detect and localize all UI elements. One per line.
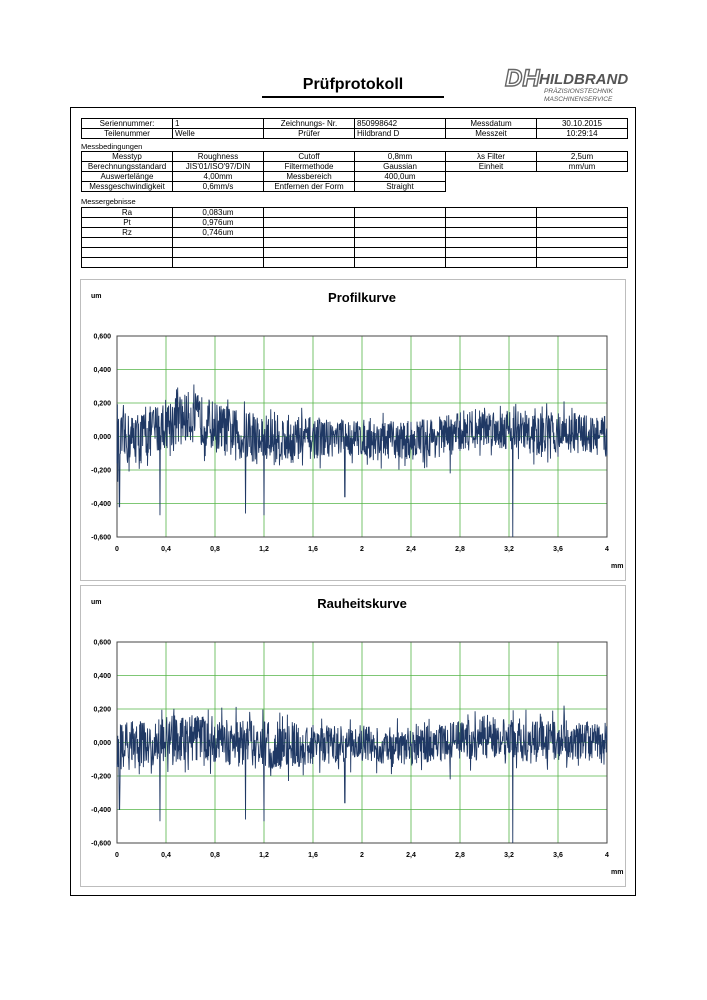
cell-1-2: Roughness (173, 152, 264, 162)
cell-1-5: λs Filter (446, 152, 537, 162)
x-tick-label: 4 (605, 852, 609, 859)
x-tick-label: 3,2 (504, 852, 514, 859)
cell-4-3: Entfernen der Form (264, 182, 355, 192)
title-underline (262, 96, 444, 98)
cell-4-1: Messgeschwindigkeit (82, 182, 173, 192)
cell-2-6 (537, 218, 628, 228)
cell-6-1 (82, 258, 173, 268)
x-tick-label: 3,2 (504, 546, 514, 553)
y-unit-label: um (91, 599, 102, 606)
x-tick-label: 0,8 (210, 546, 220, 553)
y-tick-label: -0,400 (91, 807, 111, 814)
cell-2-6: mm/um (537, 162, 628, 172)
x-tick-label: 4 (605, 546, 609, 553)
y-tick-label: 0,600 (93, 639, 111, 647)
chart-title: Rauheitskurve (317, 596, 407, 611)
cell-3-2: 0,746um (173, 228, 264, 238)
cell-2-5: Messzeit (446, 129, 537, 139)
cell-2-3: Filtermethode (264, 162, 355, 172)
cell-3-1: Auswertelänge (82, 172, 173, 182)
info-table (81, 118, 628, 139)
cell-5-2 (173, 248, 264, 258)
logo-brand: HILDBRAND (539, 71, 629, 88)
cell-4-4: Straight (355, 182, 446, 192)
cell-4-5 (446, 238, 537, 248)
cell-1-6: 2,5um (537, 152, 628, 162)
cell-3-2: 4,00mm (173, 172, 264, 182)
cell-2-1: Berechnungsstandard (82, 162, 173, 172)
x-unit-label: mm (611, 869, 624, 876)
x-tick-label: 1,2 (259, 852, 269, 859)
cell-1-3 (264, 208, 355, 218)
x-tick-label: 0,4 (161, 546, 171, 553)
cell-3-3: Messbereich (264, 172, 355, 182)
cell-4-6 (537, 182, 628, 192)
cell-5-4 (355, 248, 446, 258)
conditions-rows-row (82, 152, 628, 162)
cell-2-5: Einheit (446, 162, 537, 172)
roughness-chart (81, 586, 625, 886)
cell-1-4: 0,8mm (355, 152, 446, 162)
cell-5-6 (537, 248, 628, 258)
cell-1-2: 0,083um (173, 208, 264, 218)
conditions-label: Messbedingungen (81, 142, 143, 151)
cell-4-6 (537, 238, 628, 248)
cell-6-3 (264, 258, 355, 268)
x-tick-label: 0,8 (210, 852, 220, 859)
cell-3-6 (537, 228, 628, 238)
x-tick-label: 2,8 (455, 852, 465, 859)
cell-1-4: 850998642 (355, 119, 446, 129)
logo-line1: PRÄZISIONSTECHNIK (544, 88, 613, 95)
cell-3-4 (355, 228, 446, 238)
profile-chart-panel (80, 279, 626, 581)
cell-1-5 (446, 208, 537, 218)
cell-3-1: Rz (82, 228, 173, 238)
y-unit-label: um (91, 293, 102, 300)
cell-4-1 (82, 238, 173, 248)
info-rows-row (82, 129, 628, 139)
y-tick-label: 0,000 (93, 740, 111, 747)
cell-6-2 (173, 258, 264, 268)
cell-1-6: 30.10.2015 (537, 119, 628, 129)
cell-1-3: Zeichnungs- Nr. (264, 119, 355, 129)
cell-2-2: 0,976um (173, 218, 264, 228)
hildbrand-logo (503, 62, 643, 106)
cell-2-3 (264, 218, 355, 228)
cell-2-1: Teilenummer (82, 129, 173, 139)
conditions-table (81, 151, 628, 192)
cell-2-6: 10:29:14 (537, 129, 628, 139)
cell-6-4 (355, 258, 446, 268)
cell-2-2: Welle (173, 129, 264, 139)
x-tick-label: 3,6 (553, 546, 563, 553)
y-tick-label: 0,200 (93, 400, 111, 408)
chart-title: Profilkurve (328, 290, 396, 305)
x-tick-label: 2 (360, 546, 364, 553)
cell-1-1: Seriennummer: (82, 119, 173, 129)
conditions-rows-row (82, 182, 628, 192)
cell-4-4 (355, 238, 446, 248)
x-tick-label: 3,6 (553, 852, 563, 859)
cell-2-5 (446, 218, 537, 228)
x-tick-label: 2 (360, 852, 364, 859)
conditions-rows-row (82, 172, 628, 182)
conditions-rows-row (82, 162, 628, 172)
x-tick-label: 1,6 (308, 546, 318, 553)
cell-2-4 (355, 218, 446, 228)
results-label: Messergebnisse (81, 197, 136, 206)
cell-3-6 (537, 172, 628, 182)
cell-2-2: JIS'01/ISO'97/DIN (173, 162, 264, 172)
results-rows-row (82, 228, 628, 238)
cell-3-5 (446, 172, 537, 182)
y-tick-label: 0,200 (93, 706, 111, 714)
x-unit-label: mm (611, 563, 624, 570)
cell-2-3: Prüfer (264, 129, 355, 139)
cell-3-4: 400,0um (355, 172, 446, 182)
x-tick-label: 2,4 (406, 852, 416, 859)
x-tick-label: 0 (115, 852, 119, 859)
results-rows-row (82, 248, 628, 258)
x-tick-label: 2,4 (406, 546, 416, 553)
logo-mark: DH (505, 65, 540, 92)
y-tick-label: -0,200 (91, 467, 111, 475)
cell-1-2: 1 (173, 119, 264, 129)
info-rows-row (82, 119, 628, 129)
cell-2-4: Gaussian (355, 162, 446, 172)
cell-6-5 (446, 258, 537, 268)
page-title: Prüfprotokoll (302, 76, 404, 93)
results-rows-row (82, 208, 628, 218)
results-table (81, 207, 628, 268)
cell-3-3 (264, 228, 355, 238)
y-tick-label: -0,600 (91, 840, 111, 848)
cell-1-4 (355, 208, 446, 218)
cell-1-5: Messdatum (446, 119, 537, 129)
profile-chart (81, 280, 625, 580)
cell-6-6 (537, 258, 628, 268)
y-tick-label: 0,400 (93, 367, 111, 374)
cell-4-2: 0,6mm/s (173, 182, 264, 192)
roughness-chart-panel (80, 585, 626, 887)
results-rows-row (82, 218, 628, 228)
x-tick-label: 0 (115, 546, 119, 553)
y-tick-label: 0,400 (93, 673, 111, 680)
cell-1-1: Messtyp (82, 152, 173, 162)
cell-2-1: Pt (82, 218, 173, 228)
cell-5-1 (82, 248, 173, 258)
x-tick-label: 1,6 (308, 852, 318, 859)
results-rows-row (82, 258, 628, 268)
y-tick-label: -0,400 (91, 501, 111, 508)
x-tick-label: 2,8 (455, 546, 465, 553)
cell-5-3 (264, 248, 355, 258)
y-tick-label: -0,200 (91, 773, 111, 781)
cell-3-5 (446, 228, 537, 238)
cell-2-4: Hildbrand D (355, 129, 446, 139)
cell-4-2 (173, 238, 264, 248)
y-tick-label: 0,600 (93, 333, 111, 341)
cell-4-5 (446, 182, 537, 192)
cell-1-6 (537, 208, 628, 218)
cell-1-1: Ra (82, 208, 173, 218)
results-rows-row (82, 238, 628, 248)
cell-1-3: Cutoff (264, 152, 355, 162)
y-tick-label: -0,600 (91, 534, 111, 542)
cell-4-3 (264, 238, 355, 248)
x-tick-label: 0,4 (161, 852, 171, 859)
x-tick-label: 1,2 (259, 546, 269, 553)
y-tick-label: 0,000 (93, 434, 111, 441)
cell-5-5 (446, 248, 537, 258)
logo-line2: MASCHINENSERVICE (544, 96, 613, 103)
